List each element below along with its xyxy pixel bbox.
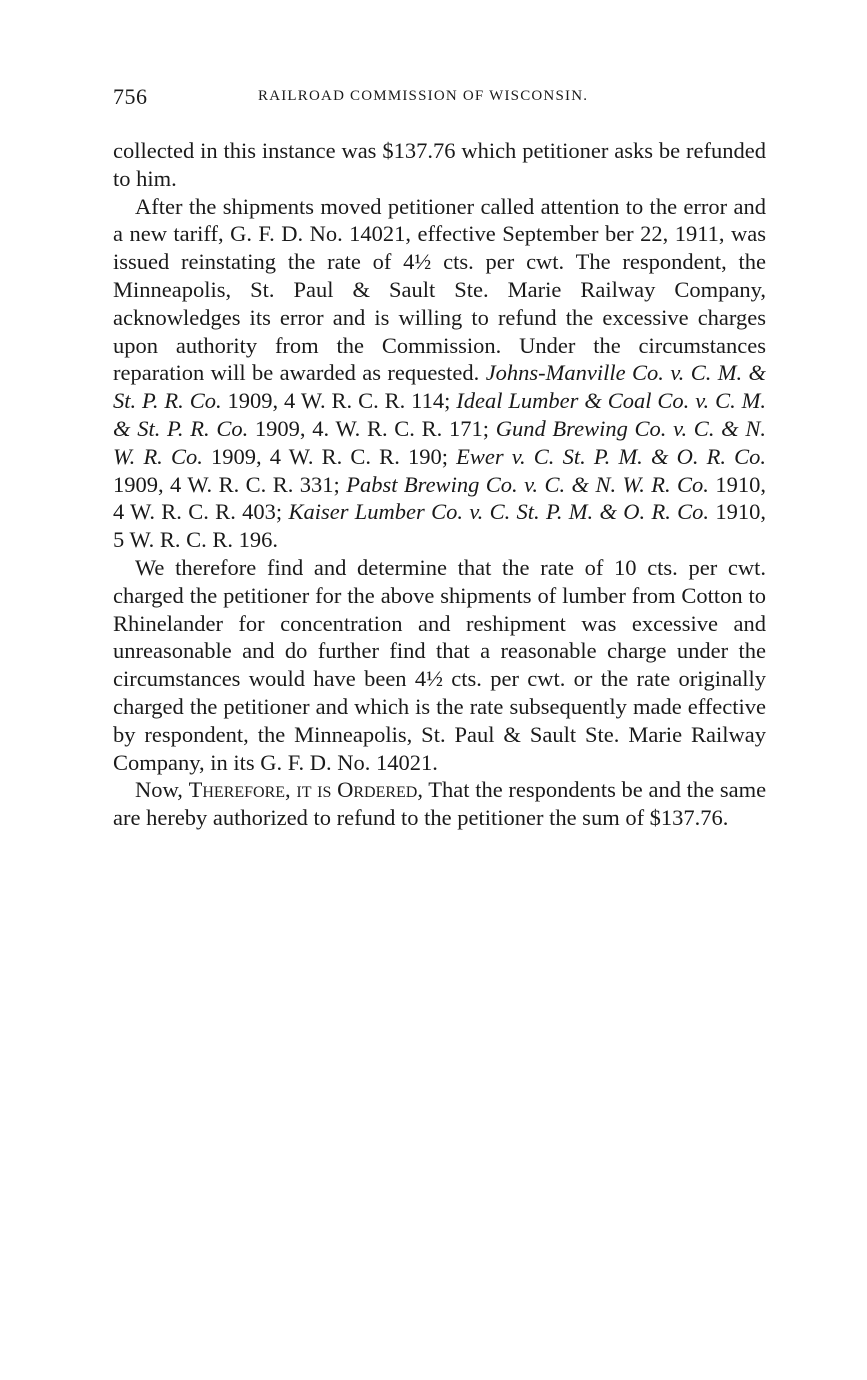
order-it-is: it is <box>296 777 332 803</box>
citation-case: Ideal Lumber & Coal Co. v. C. M. & St. P. R. Co. <box>113 388 766 441</box>
citation-ref: 1910, 4 W. R. C. R. 403; <box>113 471 766 525</box>
paragraph-reparation-text: After the shipments moved petitioner called attention to the error and a new tariff, G. F. D. No. 14021, effective September ber 22, 1911, was issued reinstating the rate of 4½ cts. per cwt. The respondent, the Minneapolis, St. Paul & Sault Ste. Marie Railway Company, acknowledges its error and is willing to refund the excessive charges upon authority from the Commission. Under the circumstances reparation will be awarded as requested. <box>113 193 766 386</box>
citation-ref: 1909, 4. W. R. C. R. 171; <box>254 415 489 441</box>
running-head: RAILROAD COMMISSION OF WISCONSIN. <box>258 88 589 104</box>
citation-ref: 1909, 4 W. R. C. R. 114; <box>227 388 451 414</box>
paragraph-reparation <box>113 193 766 554</box>
citation-case: Ewer v. C. St. P. M. & O. R. Co. <box>456 443 766 469</box>
citation-ref: 1909, 4 W. R. C. R. 190; <box>210 443 448 469</box>
citation-case: Johns-Manville Co. v. C. M. & St. P. R. Co. <box>113 360 767 414</box>
order-now: Now, <box>135 777 183 803</box>
order-ordered: Ordered, <box>337 777 423 803</box>
paragraph-order <box>113 776 766 832</box>
citation-ref: 1909, 4 W. R. C. R. 331; <box>113 471 340 497</box>
citation-case: Pabst Brewing Co. v. C. & N. W. R. Co. <box>346 471 709 497</box>
page-number: 756 <box>113 84 148 109</box>
citation-ref: 1910, 5 W. R. C. R. 196. <box>113 499 767 553</box>
order-therefore: Therefore, <box>188 777 291 803</box>
body-text <box>113 137 766 832</box>
page-header <box>113 84 765 114</box>
paragraph-findings: We therefore find and determine that the rate of 10 cts. per cwt. charged the petitioner for the above shipments of lumber from Cotton to Rhinelander for concentration and reshipment was excessive and unreasonable and do further find that a reasonable charge under the circumstances would have been 4½ cts. per cwt. or the rate originally charged the petitioner and which is the rate subsequently made effective by respondent, the Minneapolis, St. Paul & Sault Ste. Marie Railway Company, in its G. F. D. No. 14021. <box>113 554 766 775</box>
order-text: That the respondents be and the same are hereby authorized to refund to the petitioner the sum of $137.76. <box>113 777 767 831</box>
citation-case: Gund Brewing Co. v. C. & N. W. R. Co. <box>113 415 766 469</box>
paragraph-continued: collected in this instance was $137.76 which petitioner asks be refunded to him. <box>113 138 766 191</box>
citation-case: Kaiser Lumber Co. v. C. St. P. M. & O. R. Co. <box>288 499 710 525</box>
